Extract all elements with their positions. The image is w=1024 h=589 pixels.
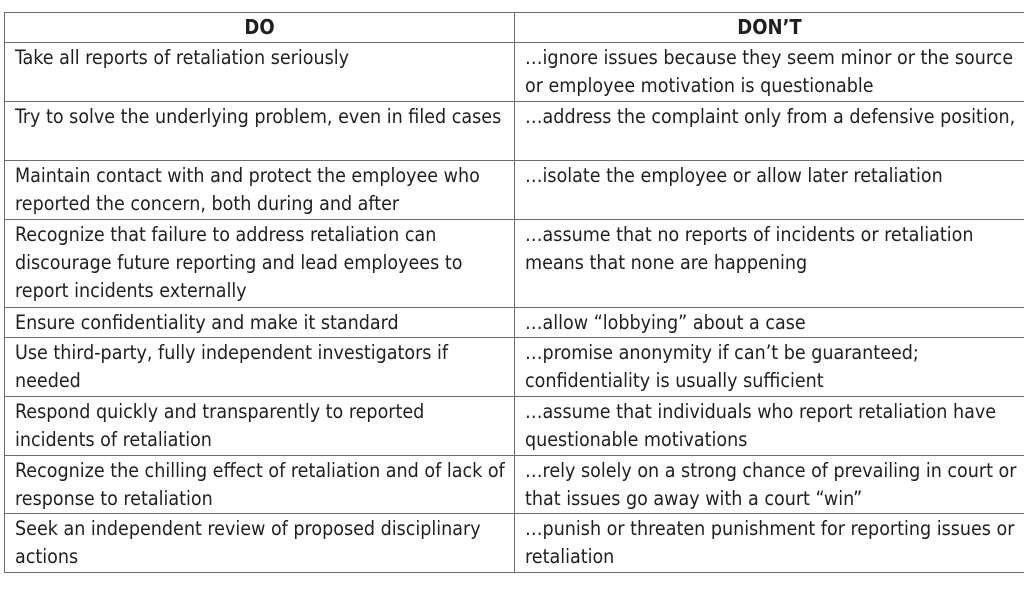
dont-cell: …isolate the employee or allow later retaliation xyxy=(515,161,1024,220)
column-header-do: DO xyxy=(5,13,515,43)
dont-cell: …ignore issues because they seem minor or the source or employee motivation is questionable xyxy=(515,43,1024,102)
table-row xyxy=(5,308,1024,338)
do-dont-table xyxy=(4,12,1024,573)
table-row xyxy=(5,102,1024,161)
dont-cell: …assume that individuals who report retaliation have questionable motivations xyxy=(515,397,1024,456)
do-cell: Seek an independent review of proposed disciplinary actions xyxy=(5,514,515,573)
dont-cell: …rely solely on a strong chance of prevailing in court or that issues go away with a court “win” xyxy=(515,456,1024,514)
header-row xyxy=(5,13,1024,43)
column-header-dont: DON’T xyxy=(515,13,1024,43)
dont-cell: …assume that no reports of incidents or retaliation means that none are happening xyxy=(515,220,1024,308)
table-row xyxy=(5,514,1024,573)
table-row xyxy=(5,43,1024,102)
table-row xyxy=(5,456,1024,514)
dont-cell: …punish or threaten punishment for reporting issues or retaliation xyxy=(515,514,1024,573)
table-row xyxy=(5,338,1024,397)
dont-cell: …allow “lobbying” about a case xyxy=(515,308,1024,338)
dont-cell: …address the complaint only from a defensive position, xyxy=(515,102,1024,161)
do-cell: Use third-party, fully independent investigators if needed xyxy=(5,338,515,397)
do-cell: Maintain contact with and protect the employee who reported the concern, both during and after xyxy=(5,161,515,220)
dont-cell: …promise anonymity if can’t be guaranteed; confidentiality is usually sufficient xyxy=(515,338,1024,397)
do-cell: Try to solve the underlying problem, even in filed cases xyxy=(5,102,515,161)
do-cell: Take all reports of retaliation seriously xyxy=(5,43,515,102)
do-cell: Respond quickly and transparently to reported incidents of retaliation xyxy=(5,397,515,456)
table-row xyxy=(5,220,1024,308)
table-row xyxy=(5,397,1024,456)
do-cell: Recognize the chilling effect of retaliation and of lack of response to retaliation xyxy=(5,456,515,514)
do-cell: Recognize that failure to address retaliation can discourage future reporting and lead employees to report incidents externally xyxy=(5,220,515,308)
do-cell: Ensure confidentiality and make it standard xyxy=(5,308,515,338)
table-row xyxy=(5,161,1024,220)
